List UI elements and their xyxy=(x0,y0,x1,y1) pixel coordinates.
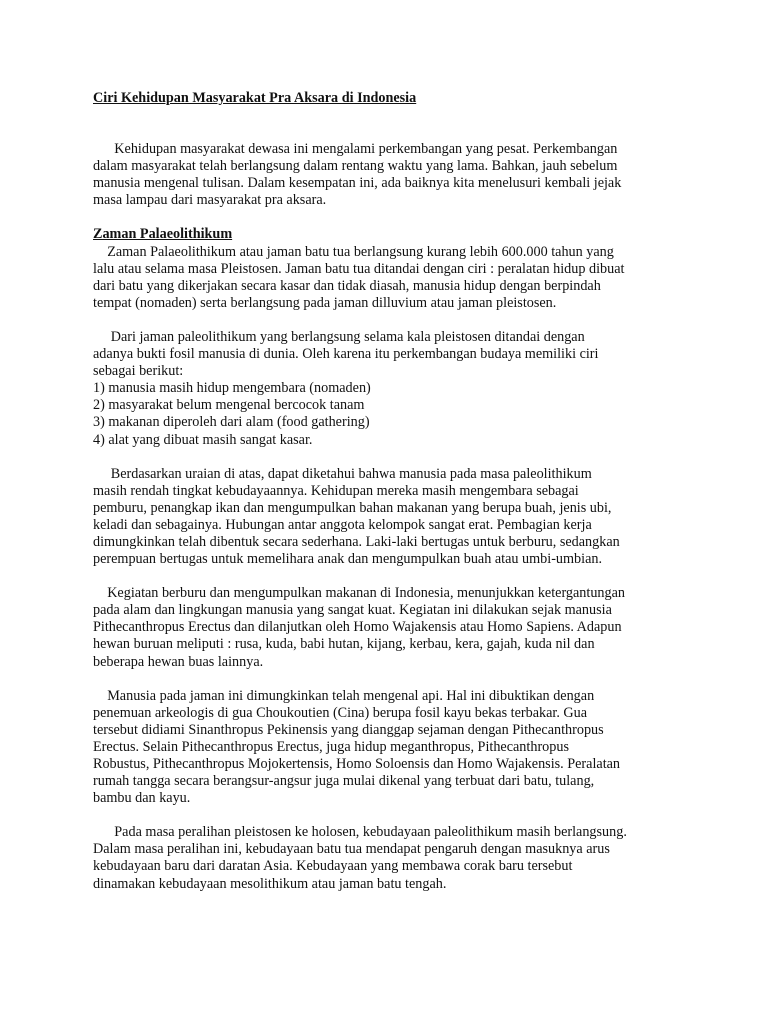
text-line: Kehidupan masyarakat dewasa ini mengalami perkembangan yang pesat. Perkembangan xyxy=(93,141,618,158)
text-line: kebudayaan baru dari daratan Asia. Kebudayaan yang membawa corak baru tersebut xyxy=(93,858,573,875)
list-item: 4) alat yang dibuat masih sangat kasar. xyxy=(93,431,313,448)
text-line: Manusia pada jaman ini dimungkinkan telah mengenal api. Hal ini dibuktikan dengan xyxy=(93,687,595,704)
text-line: Kegiatan berburu dan mengumpulkan makanan di Indonesia, menunjukkan ketergantungan xyxy=(93,585,626,602)
spacer xyxy=(93,568,693,585)
text-line: pada alam dan lingkungan manusia yang sangat kuat. Kegiatan ini dilakukan sejak manusia xyxy=(93,602,612,619)
section-heading: Zaman Palaeolithikum xyxy=(93,226,233,243)
paragraph-5 xyxy=(93,688,693,808)
text-line: penemuan arkeologis di gua Choukoutien (Cina) berupa fosil kayu bekas terbakar. Gua xyxy=(93,704,588,721)
text-line: manusia mengenal tulisan. Dalam kesempatan ini, ada baiknya kita menelusuri kembali jejak xyxy=(93,175,622,192)
text-line: Dari jaman paleolithikum yang berlangsung selama kala pleistosen ditandai dengan xyxy=(93,328,585,345)
text-line: lalu atau selama masa Pleistosen. Jaman batu tua ditandai dengan ciri : peralatan hidup dibuat xyxy=(93,260,625,277)
text-line: hewan buruan meliputi : rusa, kuda, babi hutan, kijang, kerbau, kera, gajah, kuda nil dan xyxy=(93,636,595,653)
text-line: pemburu, penangkap ikan dan mengumpulkan bahan makanan yang berupa buah, jenis ubi, xyxy=(93,499,612,516)
text-line: keladi dan sebagainya. Hubungan antar anggota kelompok sangat erat. Pembagian kerja xyxy=(93,516,592,533)
intro-paragraph xyxy=(93,141,693,209)
text-line: masa lampau dari masyarakat pra aksara. xyxy=(93,192,327,209)
spacer xyxy=(93,449,693,466)
paragraph-2 xyxy=(93,329,693,449)
text-line: tersebut didiami Sinanthropus Pekinensis yang dianggap sejaman dengan Pithecanthropus xyxy=(93,721,604,738)
spacer xyxy=(93,209,693,226)
spacer xyxy=(93,312,693,329)
paragraph-4 xyxy=(93,585,693,670)
text-line: Pada masa peralihan pleistosen ke holosen, kebudayaan paleolithikum masih berlangsung. xyxy=(93,824,627,841)
document-page xyxy=(93,90,693,893)
text-line: bambu dan kayu. xyxy=(93,790,191,807)
document-title: Ciri Kehidupan Masyarakat Pra Aksara di Indonesia xyxy=(93,90,417,106)
paragraph-6 xyxy=(93,824,693,892)
text-line: dari batu yang dikerjakan secara kasar dan tidak diasah, manusia hidup dengan berpindah xyxy=(93,277,601,294)
text-line: Robustus, Pithecanthropus Mojokertensis, Homo Soloensis dan Homo Wajakensis. Peralatan xyxy=(93,756,621,772)
text-line: masih rendah tingkat kebudayaannya. Kehidupan mereka masih mengembara sebagai xyxy=(93,482,579,499)
spacer xyxy=(93,671,693,688)
text-line: Zaman Palaeolithikum atau jaman batu tua berlangsung kurang lebih 600.000 tahun yang xyxy=(93,243,614,260)
paragraph-3 xyxy=(93,466,693,569)
text-line: tempat (nomaden) serta berlangsung pada jaman dilluvium atau jaman pleistosen. xyxy=(93,294,557,311)
text-line: perempuan bertugas untuk memelihara anak dan mengumpulkan buah atau umbi-umbian. xyxy=(93,551,603,568)
list-item: 1) manusia masih hidup mengembara (nomaden) xyxy=(93,380,371,397)
list-item: 3) makanan diperoleh dari alam (food gathering) xyxy=(93,414,370,431)
text-line: dimungkinkan telah dibentuk secara sederhana. Laki-laki bertugas untuk berburu, sedangkan xyxy=(93,533,620,550)
text-line: beberapa hewan buas lainnya. xyxy=(93,653,264,670)
spacer xyxy=(93,807,693,824)
list-item: 2) masyarakat belum mengenal bercocok tanam xyxy=(93,397,365,414)
text-line: Berdasarkan uraian di atas, dapat diketahui bahwa manusia pada masa paleolithikum xyxy=(93,465,592,482)
text-line: Erectus. Selain Pithecanthropus Erectus, juga hidup meganthropus, Pithecanthropus xyxy=(93,738,569,755)
text-line: adanya bukti fosil manusia di dunia. Oleh karena itu perkembangan budaya memiliki ciri xyxy=(93,346,599,363)
text-line: rumah tangga secara berangsur-angsur juga mulai dikenal yang terbuat dari batu, tulang, xyxy=(93,773,595,790)
text-line: dalam masyarakat telah berlangsung dalam rentang waktu yang lama. Bahkan, jauh sebelum xyxy=(93,158,618,175)
text-line: Pithecanthropus Erectus dan dilanjutkan oleh Homo Wajakensis atau Homo Sapiens. Adapun xyxy=(93,619,622,636)
text-line: Dalam masa peralihan ini, kebudayaan batu tua mendapat pengaruh dengan masuknya arus xyxy=(93,841,610,858)
text-line: sebagai berikut: xyxy=(93,363,184,380)
paragraph-1 xyxy=(93,244,693,312)
text-line: dinamakan kebudayaan mesolithikum atau jaman batu tengah. xyxy=(93,875,447,892)
